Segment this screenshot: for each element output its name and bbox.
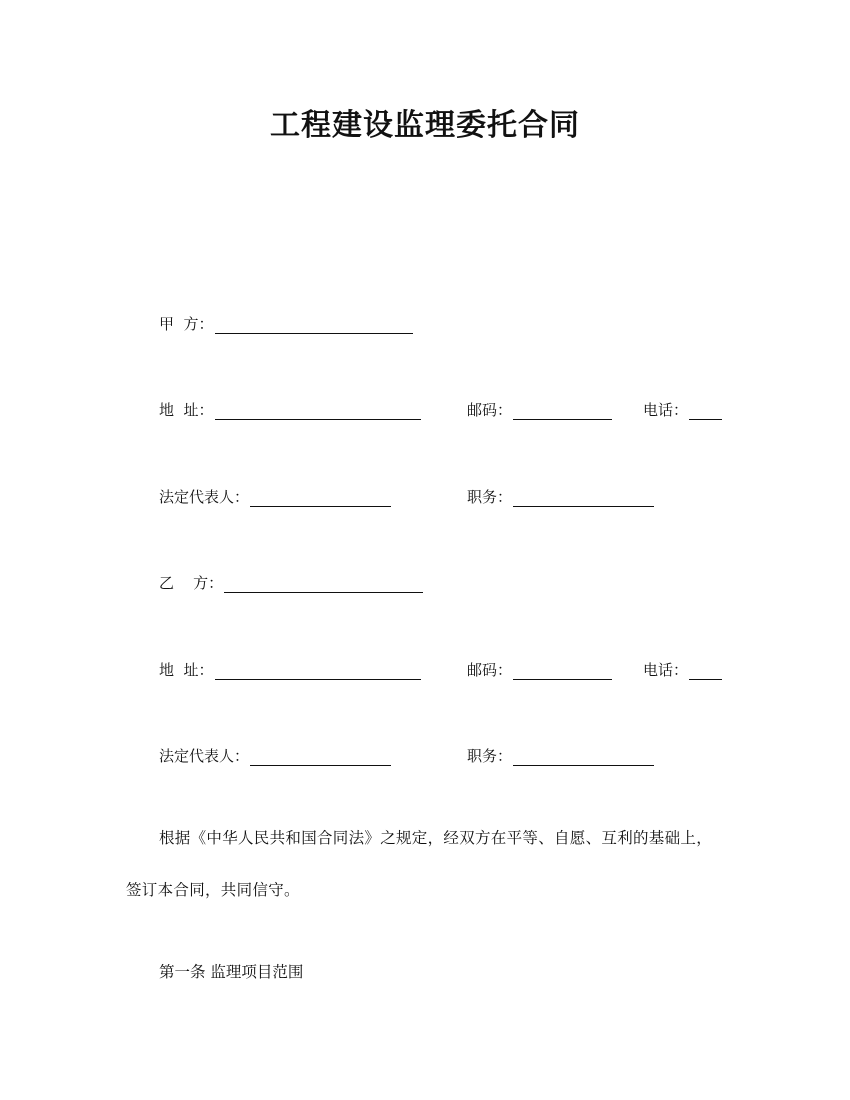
party-b-rep-line xyxy=(0,742,850,766)
party-b-postcode-field[interactable] xyxy=(467,656,612,680)
rep-label: 法定代表人： xyxy=(159,488,250,506)
party-b-address-line xyxy=(0,656,850,680)
party-a-position-field[interactable] xyxy=(467,483,654,507)
postcode-label: 邮码： xyxy=(467,401,513,419)
party-b-label: 乙 方： xyxy=(159,574,224,592)
address-blank[interactable] xyxy=(215,403,421,420)
rep-label: 法定代表人： xyxy=(159,747,250,765)
party-b-position-field[interactable] xyxy=(467,742,654,766)
rep-blank[interactable] xyxy=(250,749,391,766)
party-a-rep-line xyxy=(0,483,850,507)
position-label: 职务： xyxy=(467,488,513,506)
party-b-address-field[interactable] xyxy=(159,656,421,680)
position-blank[interactable] xyxy=(513,749,654,766)
party-a-phone-field[interactable] xyxy=(643,396,722,420)
party-b-line xyxy=(0,569,850,593)
phone-label: 电话： xyxy=(643,661,689,679)
phone-blank[interactable] xyxy=(689,403,722,420)
position-label: 职务： xyxy=(467,747,513,765)
postcode-blank[interactable] xyxy=(513,663,612,680)
position-blank[interactable] xyxy=(513,490,654,507)
preamble-paragraph: 根据《中华人民共和国合同法》之规定，经双方在平等、自愿、互利的基础上，签订本合同，共同信守。 xyxy=(126,829,713,899)
document-title: 工程建设监理委托合同 xyxy=(270,108,580,143)
party-a-label: 甲 方： xyxy=(159,315,214,333)
party-b-rep-field[interactable] xyxy=(159,742,391,766)
party-b-phone-field[interactable] xyxy=(643,656,722,680)
party-a-rep-field[interactable] xyxy=(159,483,391,507)
party-a-line xyxy=(0,310,850,334)
address-label: 地 址： xyxy=(159,661,214,679)
party-a-address-field[interactable] xyxy=(159,396,421,420)
address-label: 地 址： xyxy=(159,401,214,419)
postcode-label: 邮码： xyxy=(467,661,513,679)
party-a-postcode-field[interactable] xyxy=(467,396,612,420)
party-a-address-line xyxy=(0,396,850,420)
party-b-blank[interactable] xyxy=(224,576,423,593)
party-a-field[interactable] xyxy=(159,310,413,334)
phone-blank[interactable] xyxy=(689,663,722,680)
address-blank[interactable] xyxy=(215,663,421,680)
phone-label: 电话： xyxy=(643,401,689,419)
party-a-blank[interactable] xyxy=(215,317,413,334)
article-1-heading: 第一条 监理项目范围 xyxy=(159,963,304,981)
postcode-blank[interactable] xyxy=(513,403,612,420)
party-b-field[interactable] xyxy=(159,569,423,593)
rep-blank[interactable] xyxy=(250,490,391,507)
